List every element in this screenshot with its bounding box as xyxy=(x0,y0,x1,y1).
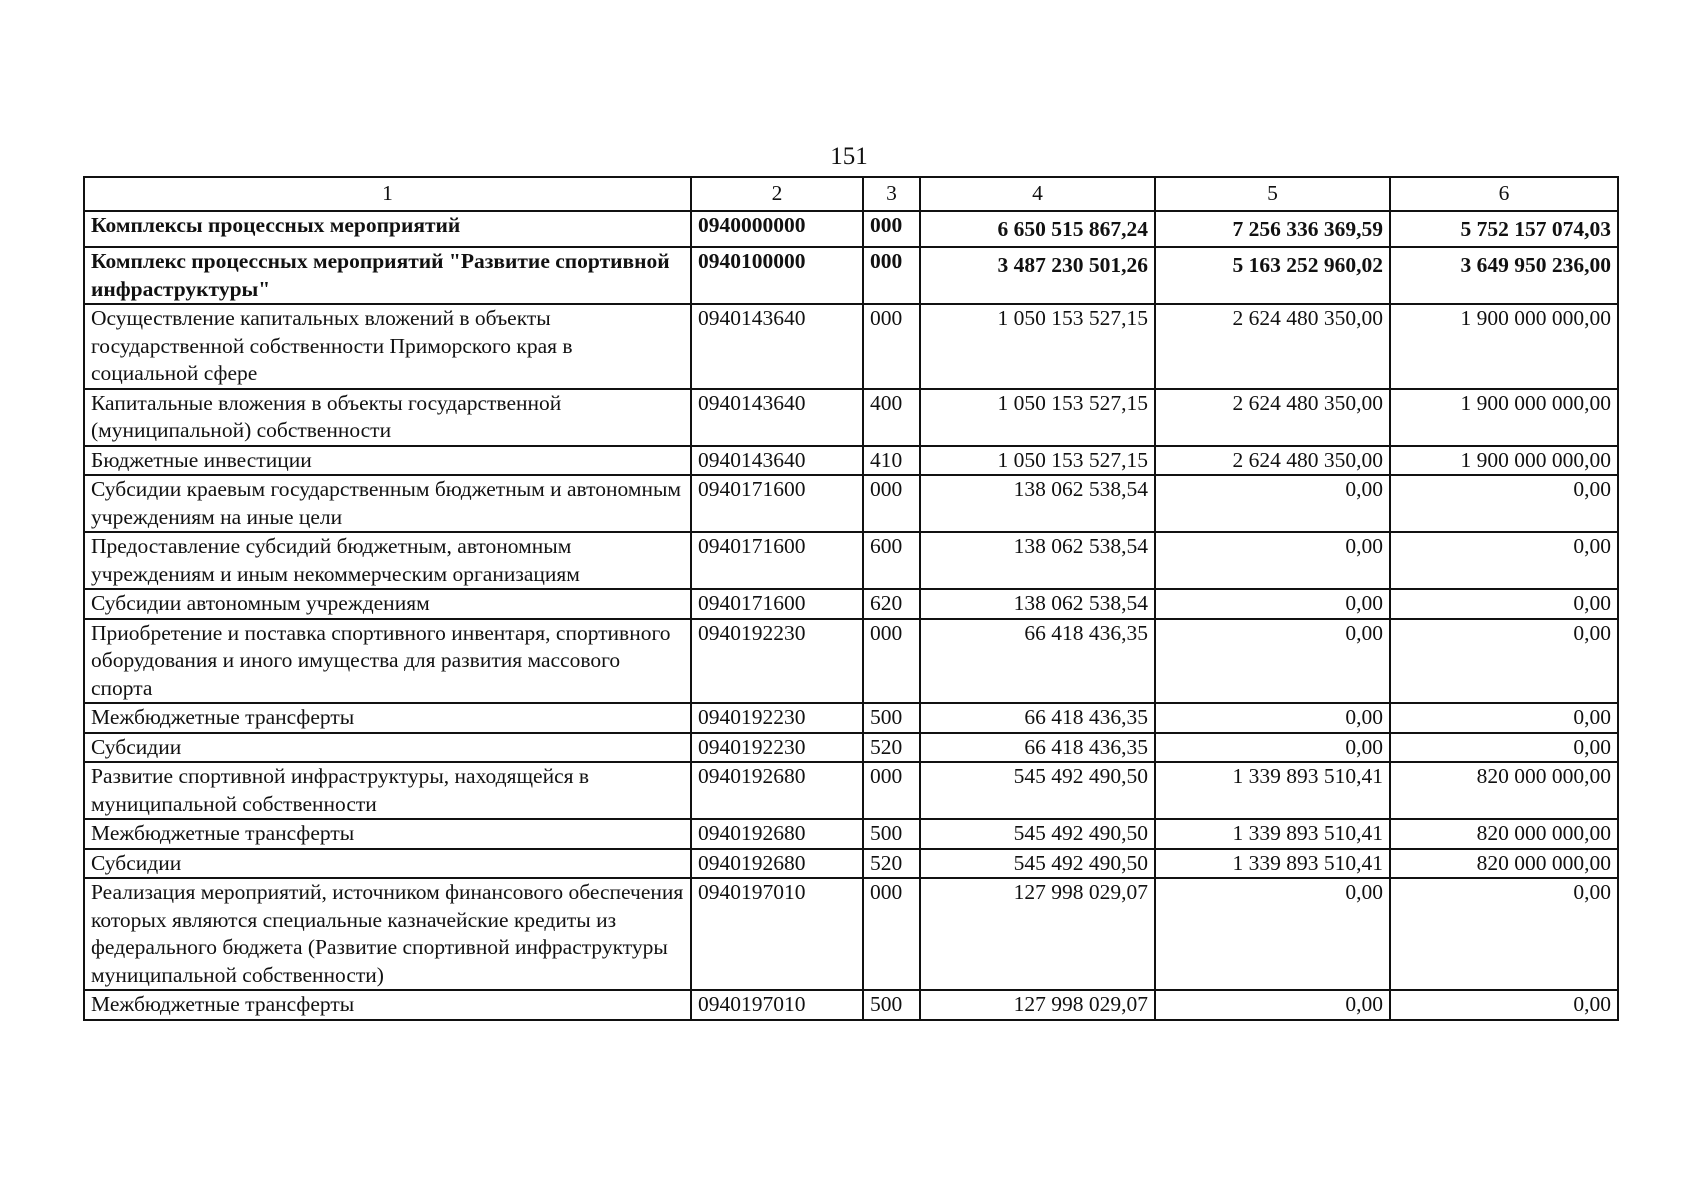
amount-col6-cell: 0,00 xyxy=(1390,733,1618,763)
amount-col4-cell: 138 062 538,54 xyxy=(920,475,1155,532)
column-header: 1 xyxy=(84,177,691,211)
row-name-cell: Предоставление субсидий бюджетным, автономным учреждениям и иным некоммерческим организациям xyxy=(84,532,691,589)
amount-col6-cell: 1 900 000 000,00 xyxy=(1390,389,1618,446)
column-header: 5 xyxy=(1155,177,1390,211)
target-code-cell: 0940192680 xyxy=(691,849,863,879)
row-name-cell: Межбюджетные трансферты xyxy=(84,819,691,849)
table-row xyxy=(84,762,1618,819)
row-name-cell: Реализация мероприятий, источником финансового обеспечения которых являются специальные казначейские кредиты из федерального бюджета (Развитие спортивной инфраструктуры муниципальной собственности) xyxy=(84,878,691,990)
page-number: 151 xyxy=(830,143,868,170)
amount-col6-cell: 0,00 xyxy=(1390,619,1618,704)
amount-col5-cell: 0,00 xyxy=(1155,733,1390,763)
amount-col5-cell: 0,00 xyxy=(1155,619,1390,704)
table-row xyxy=(84,247,1618,304)
table-row xyxy=(84,304,1618,389)
amount-col4-cell: 545 492 490,50 xyxy=(920,762,1155,819)
table-body xyxy=(84,211,1618,1020)
amount-col4-cell: 127 998 029,07 xyxy=(920,990,1155,1020)
amount-col5-cell: 1 339 893 510,41 xyxy=(1155,819,1390,849)
target-code-cell: 0940192230 xyxy=(691,733,863,763)
expense-type-cell: 500 xyxy=(863,990,920,1020)
column-header: 4 xyxy=(920,177,1155,211)
row-name-cell: Приобретение и поставка спортивного инвентаря, спортивного оборудования и иного имущества для развития массового спорта xyxy=(84,619,691,704)
amount-col4-cell: 6 650 515 867,24 xyxy=(920,211,1155,247)
expense-type-cell: 000 xyxy=(863,475,920,532)
expense-type-cell: 000 xyxy=(863,878,920,990)
amount-col5-cell: 1 339 893 510,41 xyxy=(1155,762,1390,819)
table-row xyxy=(84,878,1618,990)
amount-col5-cell: 7 256 336 369,59 xyxy=(1155,211,1390,247)
column-header: 2 xyxy=(691,177,863,211)
expense-type-cell: 000 xyxy=(863,211,920,247)
amount-col5-cell: 1 339 893 510,41 xyxy=(1155,849,1390,879)
row-name-cell: Субсидии краевым государственным бюджетным и автономным учреждениям на иные цели xyxy=(84,475,691,532)
expense-type-cell: 520 xyxy=(863,733,920,763)
target-code-cell: 0940143640 xyxy=(691,446,863,476)
target-code-cell: 0940192230 xyxy=(691,703,863,733)
expense-type-cell: 000 xyxy=(863,247,920,304)
expense-type-cell: 520 xyxy=(863,849,920,879)
column-header: 6 xyxy=(1390,177,1618,211)
table-row xyxy=(84,733,1618,763)
amount-col4-cell: 66 418 436,35 xyxy=(920,703,1155,733)
amount-col6-cell: 5 752 157 074,03 xyxy=(1390,211,1618,247)
amount-col5-cell: 0,00 xyxy=(1155,990,1390,1020)
table-row xyxy=(84,475,1618,532)
expense-type-cell: 000 xyxy=(863,619,920,704)
amount-col5-cell: 0,00 xyxy=(1155,589,1390,619)
table-row xyxy=(84,211,1618,247)
target-code-cell: 0940143640 xyxy=(691,304,863,389)
target-code-cell: 0940171600 xyxy=(691,475,863,532)
amount-col6-cell: 0,00 xyxy=(1390,475,1618,532)
table-row xyxy=(84,532,1618,589)
table-row xyxy=(84,446,1618,476)
column-header: 3 xyxy=(863,177,920,211)
table-row xyxy=(84,990,1618,1020)
expense-type-cell: 400 xyxy=(863,389,920,446)
table-row xyxy=(84,619,1618,704)
amount-col5-cell: 2 624 480 350,00 xyxy=(1155,446,1390,476)
expense-type-cell: 410 xyxy=(863,446,920,476)
target-code-cell: 0940197010 xyxy=(691,878,863,990)
amount-col4-cell: 1 050 153 527,15 xyxy=(920,446,1155,476)
amount-col4-cell: 138 062 538,54 xyxy=(920,532,1155,589)
target-code-cell: 0940143640 xyxy=(691,389,863,446)
row-name-cell: Субсидии xyxy=(84,733,691,763)
expense-type-cell: 600 xyxy=(863,532,920,589)
amount-col6-cell: 0,00 xyxy=(1390,703,1618,733)
target-code-cell: 0940100000 xyxy=(691,247,863,304)
row-name-cell: Межбюджетные трансферты xyxy=(84,990,691,1020)
amount-col6-cell: 3 649 950 236,00 xyxy=(1390,247,1618,304)
amount-col4-cell: 545 492 490,50 xyxy=(920,849,1155,879)
amount-col4-cell: 127 998 029,07 xyxy=(920,878,1155,990)
row-name-cell: Осуществление капитальных вложений в объекты государственной собственности Приморского края в социальной сфере xyxy=(84,304,691,389)
amount-col6-cell: 820 000 000,00 xyxy=(1390,819,1618,849)
amount-col5-cell: 2 624 480 350,00 xyxy=(1155,389,1390,446)
amount-col4-cell: 138 062 538,54 xyxy=(920,589,1155,619)
budget-table xyxy=(83,176,1619,1021)
amount-col4-cell: 1 050 153 527,15 xyxy=(920,389,1155,446)
amount-col6-cell: 820 000 000,00 xyxy=(1390,849,1618,879)
row-name-cell: Капитальные вложения в объекты государственной (муниципальной) собственности xyxy=(84,389,691,446)
target-code-cell: 0940192230 xyxy=(691,619,863,704)
amount-col5-cell: 0,00 xyxy=(1155,878,1390,990)
table-row xyxy=(84,849,1618,879)
amount-col4-cell: 3 487 230 501,26 xyxy=(920,247,1155,304)
table-row xyxy=(84,703,1618,733)
target-code-cell: 0940171600 xyxy=(691,532,863,589)
amount-col6-cell: 1 900 000 000,00 xyxy=(1390,304,1618,389)
expense-type-cell: 500 xyxy=(863,703,920,733)
row-name-cell: Комплексы процессных мероприятий xyxy=(84,211,691,247)
expense-type-cell: 500 xyxy=(863,819,920,849)
amount-col5-cell: 2 624 480 350,00 xyxy=(1155,304,1390,389)
row-name-cell: Субсидии автономным учреждениям xyxy=(84,589,691,619)
target-code-cell: 0940197010 xyxy=(691,990,863,1020)
amount-col5-cell: 0,00 xyxy=(1155,532,1390,589)
amount-col6-cell: 0,00 xyxy=(1390,990,1618,1020)
row-name-cell: Субсидии xyxy=(84,849,691,879)
amount-col5-cell: 0,00 xyxy=(1155,475,1390,532)
header-row xyxy=(84,177,1618,211)
table-row xyxy=(84,819,1618,849)
row-name-cell: Межбюджетные трансферты xyxy=(84,703,691,733)
target-code-cell: 0940192680 xyxy=(691,762,863,819)
amount-col4-cell: 545 492 490,50 xyxy=(920,819,1155,849)
expense-type-cell: 000 xyxy=(863,762,920,819)
amount-col5-cell: 5 163 252 960,02 xyxy=(1155,247,1390,304)
target-code-cell: 0940000000 xyxy=(691,211,863,247)
expense-type-cell: 000 xyxy=(863,304,920,389)
target-code-cell: 0940192680 xyxy=(691,819,863,849)
row-name-cell: Развитие спортивной инфраструктуры, находящейся в муниципальной собственности xyxy=(84,762,691,819)
row-name-cell: Бюджетные инвестиции xyxy=(84,446,691,476)
amount-col6-cell: 1 900 000 000,00 xyxy=(1390,446,1618,476)
expense-type-cell: 620 xyxy=(863,589,920,619)
amount-col4-cell: 66 418 436,35 xyxy=(920,619,1155,704)
amount-col4-cell: 66 418 436,35 xyxy=(920,733,1155,763)
amount-col6-cell: 0,00 xyxy=(1390,878,1618,990)
amount-col4-cell: 1 050 153 527,15 xyxy=(920,304,1155,389)
table-row xyxy=(84,589,1618,619)
amount-col6-cell: 0,00 xyxy=(1390,589,1618,619)
row-name-cell: Комплекс процессных мероприятий "Развитие спортивной инфраструктуры" xyxy=(84,247,691,304)
amount-col6-cell: 0,00 xyxy=(1390,532,1618,589)
amount-col5-cell: 0,00 xyxy=(1155,703,1390,733)
amount-col6-cell: 820 000 000,00 xyxy=(1390,762,1618,819)
table-row xyxy=(84,389,1618,446)
target-code-cell: 0940171600 xyxy=(691,589,863,619)
